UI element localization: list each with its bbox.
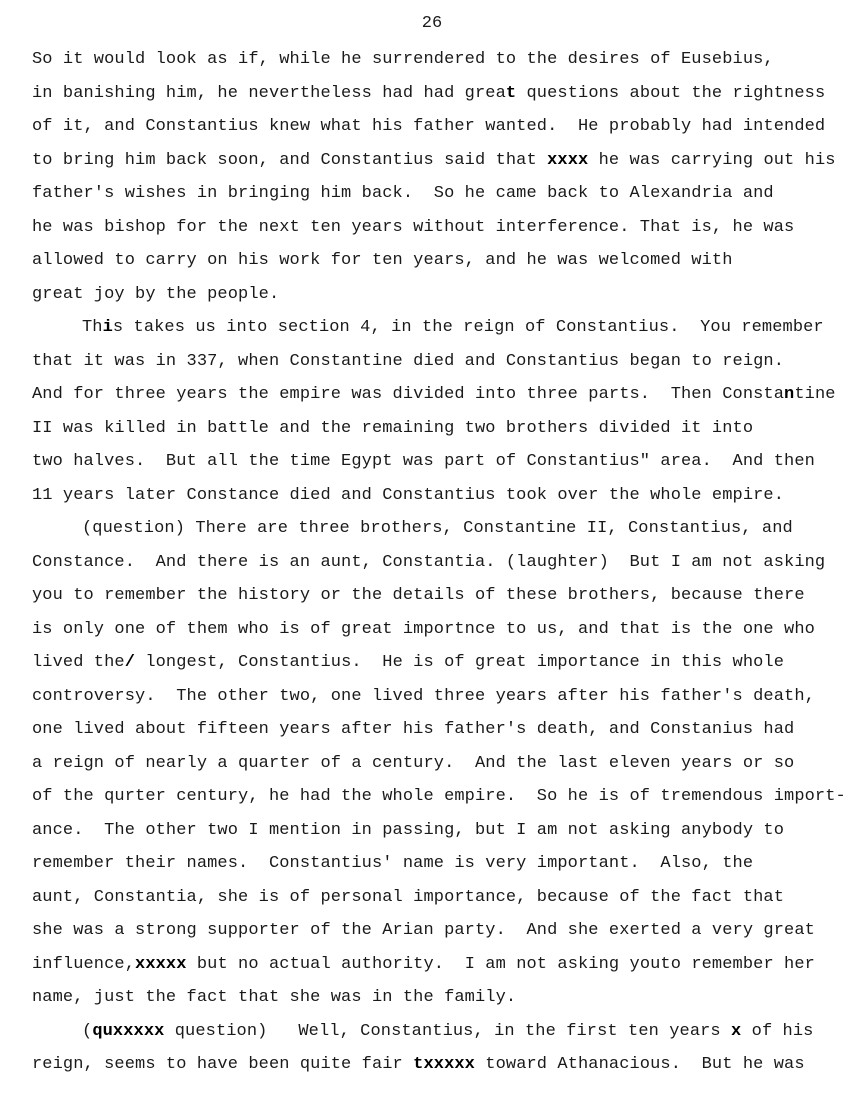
line-text: question) Well, Constantius, in the first ten years (164, 1021, 732, 1041)
text-line (32, 550, 832, 584)
line-text: tine (794, 385, 836, 404)
text-line (32, 818, 832, 852)
text-line (32, 282, 832, 316)
overstruck-text: txxxxx (413, 1055, 475, 1074)
line-text: father's wishes in bringing him back. So he came back to Alexandria and (32, 184, 774, 203)
line-text: allowed to carry on his work for ten years, and he was welcomed with (32, 251, 733, 270)
text-line (32, 114, 832, 148)
text-line (32, 851, 832, 885)
overstruck-text: / (124, 653, 136, 672)
line-text: remember their names. Constantius' name is very important. Also, the (32, 854, 754, 873)
text-line (32, 1019, 832, 1053)
line-text: II was killed in battle and the remaining two brothers divided it into (32, 418, 754, 438)
text-line (32, 583, 832, 617)
text-line (32, 717, 832, 751)
overstruck-text: n (784, 385, 795, 404)
line-text: lived the (32, 653, 125, 672)
line-text: that it was in 337, when Constantine died and Constantius began to reign. (32, 351, 785, 371)
line-text: longest, Constantius. He is of great importance in this whole (135, 653, 785, 672)
text-line (32, 952, 832, 986)
line-text: name, just the fact that she was in the family. (32, 988, 517, 1007)
text-line (32, 416, 832, 450)
text-line (32, 985, 832, 1019)
text-line (32, 1052, 832, 1086)
text-line (32, 449, 832, 483)
line-text: questions about the rightness (516, 83, 826, 103)
text-line (32, 248, 832, 282)
text-line (32, 784, 846, 818)
line-text: you to remember the history or the details of these brothers, because there (32, 586, 805, 605)
text-line (32, 47, 832, 81)
line-text: toward Athanacious. But he was (474, 1055, 805, 1074)
line-text: a reign of nearly a quarter of a century. And the last eleven years or so (32, 753, 795, 773)
line-text: (question) There are three brothers, Constantine II, Constantius, and (82, 519, 793, 538)
line-text: one lived about fifteen years after his father's death, and Constanius had (32, 720, 795, 739)
text-line (32, 382, 836, 416)
line-text: of it, and Constantius knew what his father wanted. He probably had intended (32, 117, 826, 136)
text-line (32, 751, 832, 785)
text-line (32, 349, 832, 383)
line-text: in banishing him, he nevertheless had had grea (32, 83, 506, 103)
text-line (32, 617, 832, 651)
text-line (32, 81, 832, 115)
line-text: influence, (32, 954, 136, 974)
overstruck-text: xxxxx (135, 954, 187, 974)
text-line (32, 516, 832, 550)
line-text: aunt, Constantia, she is of personal importance, because of the fact that (32, 887, 785, 907)
overstruck-text: i (102, 318, 113, 337)
overstruck-text: t (505, 83, 517, 103)
line-text: but no actual authority. I am not asking youto remember her (186, 954, 815, 974)
line-text: s takes us into section 4, in the reign of Constantius. You remember (112, 318, 824, 337)
text-line (32, 181, 832, 215)
text-line (32, 315, 832, 349)
line-text: he was carrying out his (588, 150, 836, 170)
text-line (32, 885, 832, 919)
line-text: controversy. The other two, one lived three years after his father's death, (32, 686, 815, 706)
line-text: great joy by the people. (32, 284, 280, 304)
overstruck-text: xxxx (547, 150, 589, 170)
text-line (32, 684, 832, 718)
line-text: So it would look as if, while he surrendered to the desires of Eusebius, (32, 50, 774, 69)
line-text: ance. The other two I mention in passing, but I am not asking anybody to (32, 820, 785, 840)
text-line (32, 918, 832, 952)
text-line (32, 483, 832, 517)
line-text: And for three years the empire was divided into three parts. Then Consta (32, 385, 785, 404)
text-line (32, 215, 832, 249)
text-line (32, 650, 832, 684)
line-text: she was a strong supporter of the Arian party. And she exerted a very great (32, 921, 815, 940)
document-body (32, 47, 846, 1086)
line-text: Th (82, 318, 103, 337)
overstruck-text: quxxxxx (92, 1021, 165, 1041)
line-text: 11 years later Constance died and Constantius took over the whole empire. (32, 485, 785, 505)
line-text: Constance. And there is an aunt, Constantia. (laughter) But I am not asking (32, 552, 826, 572)
line-text: of the qurter century, he had the whole empire. So he is of tremendous import- (32, 787, 846, 806)
line-text: reign, seems to have been quite fair (32, 1055, 414, 1074)
line-text: of his (741, 1021, 814, 1041)
overstruck-text: x (731, 1021, 742, 1041)
line-text: ( (82, 1021, 93, 1041)
text-line (32, 148, 836, 182)
line-text: he was bishop for the next ten years without interference. That is, he was (32, 217, 795, 237)
page-number: 26 (421, 14, 443, 33)
line-text: is only one of them who is of great importnce to us, and that is the one who (32, 619, 815, 639)
line-text: to bring him back soon, and Constantius said that (32, 150, 548, 170)
line-text: two halves. But all the time Egypt was part of Constantius" area. And then (32, 452, 815, 471)
